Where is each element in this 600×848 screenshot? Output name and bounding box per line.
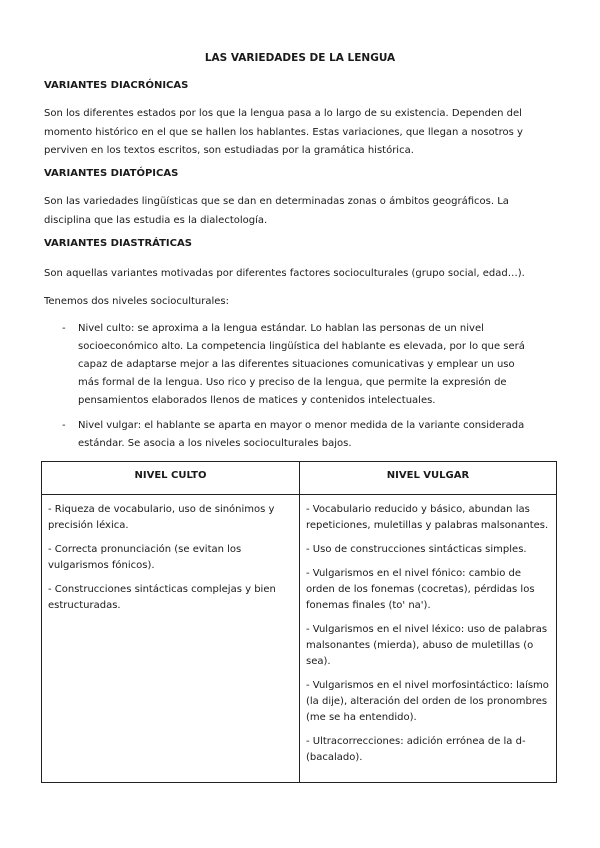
section-text-diastraticas: Son aquellas variantes motivadas por diferentes factores socioculturales (grupo social, edad…). xyxy=(44,268,525,279)
vulgar-item: - Vulgarismos en el nivel fónico: cambio de orden de los fonemas (cocretas), pérdidas los fonemas finales (to' na'). xyxy=(306,568,535,611)
comparison-table xyxy=(41,461,557,783)
header-nivel-culto: NIVEL CULTO xyxy=(42,462,300,495)
culto-item: - Construcciones sintácticas complejas y bien estructuradas. xyxy=(48,584,276,611)
vulgar-item: - Ultracorrecciones: adición errónea de la d- (bacalado). xyxy=(306,736,526,763)
section-heading-diastraticas: VARIANTES DIASTRÁTICAS xyxy=(44,238,192,249)
vulgar-item: - Vulgarismos en el nivel léxico: uso de palabras malsonantes (mierda), abuso de muletillas (o sea). xyxy=(306,624,548,667)
section-text-diacronicas: Son los diferentes estados por los que la lengua pasa a lo largo de su existencia. Dependen del momento histórico en el que se hallen los hablantes. Estas variaciones, que llegan a nosotros y perviven en los textos escritos, son estudiadas por la gramática histórica. xyxy=(44,108,523,156)
bullet-nivel-vulgar: Nivel vulgar: el hablante se aparta en mayor o menor medida de la variante considerada estándar. Se asocia a los niveles socioculturales bajos. xyxy=(78,420,525,449)
table-header-row xyxy=(42,462,557,495)
bullet-marker: - xyxy=(62,323,66,334)
header-nivel-vulgar: NIVEL VULGAR xyxy=(300,462,557,495)
vulgar-item: - Uso de construcciones sintácticas simples. xyxy=(306,544,527,555)
section-heading-diatopicas: VARIANTES DIATÓPICAS xyxy=(44,168,179,179)
section-text-diatopicas: Son las variedades lingüísticas que se dan en determinadas zonas o ámbitos geográficos. La disciplina que las estudia es la dialectología. xyxy=(44,196,509,226)
bullet-nivel-culto: Nivel culto: se aproxima a la lengua estándar. Lo hablan las personas de un nivel socioeconómico alto. La competencia lingüística del hablante es elevada, por lo que será capaz de adaptarse mejor a las diferentes situaciones comunicativas y emplear un uso más formal de la lengua. Uso rico y preciso de la lengua, que permite la expresión de pensamientos elaborados llenos de matices y contenidos intelectuales. xyxy=(78,323,525,406)
vulgar-cell xyxy=(300,495,557,783)
table-row xyxy=(42,495,557,783)
vulgar-item: - Vocabulario reducido y básico, abundan las repeticiones, muletillas y palabras malsonantes. xyxy=(306,504,549,531)
levels-intro: Tenemos dos niveles socioculturales: xyxy=(44,296,230,307)
document-title: LAS VARIEDADES DE LA LENGUA xyxy=(204,52,396,64)
section-heading-diacronicas: VARIANTES DIACRÓNICAS xyxy=(44,80,189,91)
culto-item: - Riqueza de vocabulario, uso de sinónimos y precisión léxica. xyxy=(48,504,275,531)
culto-item: - Correcta pronunciación (se evitan los vulgarismos fónicos). xyxy=(48,544,242,571)
bullet-marker: - xyxy=(62,420,66,431)
vulgar-item: - Vulgarismos en el nivel morfosintáctico: laísmo (la dije), alteración del orden de los pronombres (me se ha entendido). xyxy=(306,680,549,723)
culto-cell xyxy=(42,495,300,783)
